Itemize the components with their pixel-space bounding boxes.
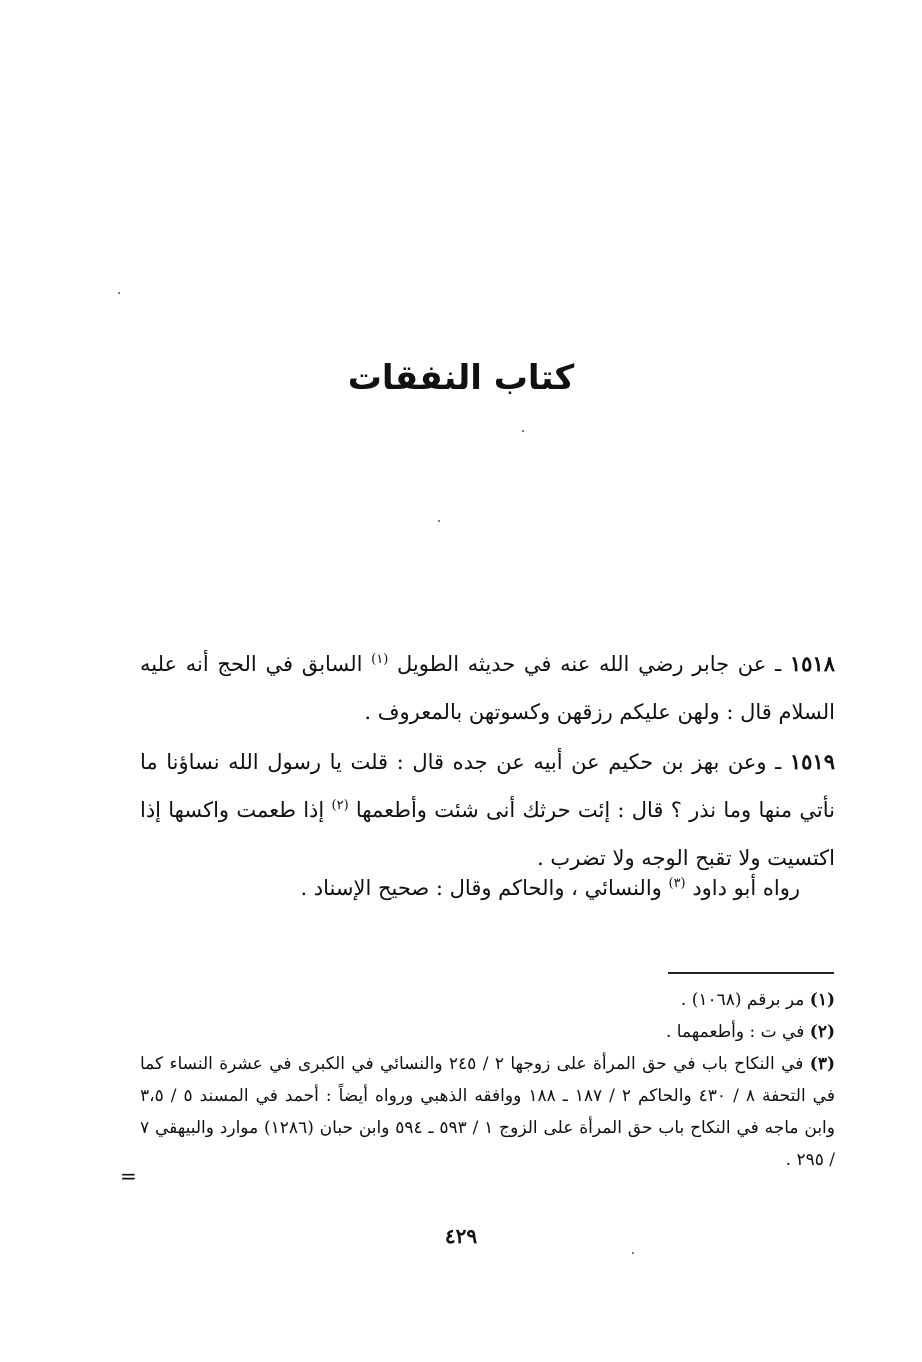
page-number: ٤٢٩: [444, 1224, 478, 1248]
footnote-ref: (١): [371, 652, 389, 667]
footnote-text: في ت : وأطعمهما .: [665, 1022, 805, 1042]
hadith-number: ١٥١٨: [789, 651, 835, 676]
footnote-1: [140, 984, 835, 1016]
scan-speck: [522, 430, 524, 432]
footnote-marker: (٣): [809, 1054, 835, 1074]
narration-note: [140, 876, 800, 900]
footnote-marker: (١): [809, 990, 835, 1010]
hadith-1518: [140, 640, 835, 736]
continuation-mark: =: [120, 1164, 137, 1188]
chapter-title: كتاب النفقات: [347, 358, 575, 398]
hadith-1519: [140, 738, 835, 882]
scan-speck: [438, 520, 440, 522]
footnote-ref: (٢): [331, 798, 349, 813]
scan-speck: [118, 292, 120, 294]
narration-text-continued: والنسائي ، والحاكم وقال : صحيح الإسناد .: [300, 876, 662, 900]
hadith-text: ـ عن جابر رضي الله عنه في حديثه الطويل: [396, 652, 782, 676]
footnotes: [140, 984, 835, 1176]
hadith-number: ١٥١٩: [789, 749, 835, 774]
footnote-ref: (٣): [668, 876, 686, 891]
footnote-divider: [668, 972, 834, 974]
footnote-text: في النكاح باب في حق المرأة على زوجها ٢ / ٢٤٥ والنسائي في الكبرى في عشرة النساء كما في التحفة ٨ / ٤٣٠ والحاكم ٢ / ١٨٧ ـ ١٨٨ ووافقه الذهبي ورواه أيضاً : أحمد في المسند ٥ / ٣،٥ وابن ماجه في النكاح باب حق المرأة على الزوج ١ / ٥٩٣ ـ ٥٩٤ وابن حبان (١٢٨٦) موارد والبيهقي ٧ / ٢٩٥ .: [140, 1054, 835, 1170]
narration-text: رواه أبو داود: [692, 876, 800, 900]
hadith-text: ـ وعن بهز بن حكيم عن أبيه عن جده قال : قلت يا رسول الله نساؤنا ما نأتي منها وما نذر ؟ قال : إئت حرثك أنى شئت وأطعمها: [140, 750, 835, 822]
scan-speck: [632, 1252, 634, 1254]
hadith-text-continued: إذا طعمت واكسها إذا اكتسيت ولا تقبح الوجه ولا تضرب .: [140, 798, 835, 870]
footnote-text: مر برقم (١٠٦٨) .: [680, 990, 805, 1010]
footnote-3: [140, 1048, 835, 1176]
footnote-2: [140, 1016, 835, 1048]
footnote-marker: (٢): [809, 1022, 835, 1042]
hadith-text-continued: السابق في الحج أنه عليه السلام قال : ولهن عليكم رزقهن وكسوتهن بالمعروف .: [140, 652, 835, 724]
